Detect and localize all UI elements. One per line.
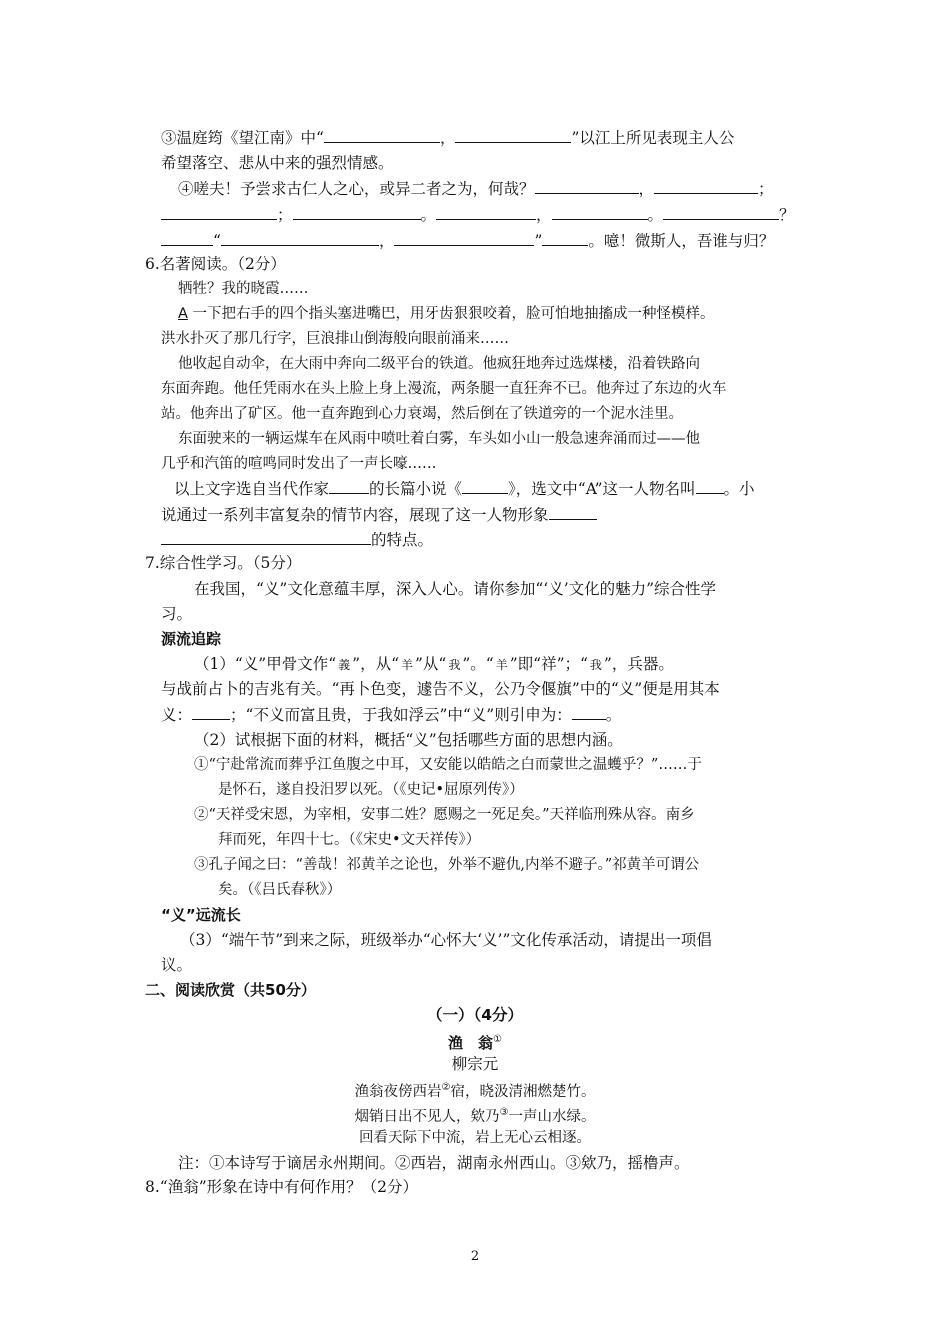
footnote-mark: ① xyxy=(493,1034,502,1045)
q7-intro-line1: 在我国，“义”文化意蕴丰厚，深入人心。请你参加“‘义’文化的魅力”综合性学 xyxy=(194,580,717,598)
page-number: 2 xyxy=(470,1249,480,1264)
q7-s3-line2: 议。 xyxy=(161,956,193,974)
footnote-mark: ③ xyxy=(499,1107,509,1118)
blank[interactable] xyxy=(436,205,536,220)
blank[interactable] xyxy=(329,479,369,494)
q6-label-a: A xyxy=(178,306,188,322)
q7-s1-line1 xyxy=(194,654,674,675)
q7-m2-line2: 拜而死，年四十七。（《宋史•文天祥传》） xyxy=(218,832,481,848)
q5-item3-text-d: 希望落空、悲从中来的强烈情感。 xyxy=(161,154,394,172)
blank[interactable] xyxy=(394,231,534,246)
blank[interactable] xyxy=(161,205,277,220)
q7-s1-text: ”从“ xyxy=(415,655,447,673)
oracle-glyph-yang: 羊 xyxy=(495,658,508,672)
q7-s1-text: 。 xyxy=(605,706,622,724)
q5-sep: ， xyxy=(378,232,395,250)
oracle-glyph-yang: 羊 xyxy=(400,658,413,672)
q6-p4-line1: 东面驶来的一辆运煤车在风雨中喷吐着白雾，车头如小山一般急速奔涌而过——他 xyxy=(178,431,700,447)
q6-ask-text: 。小 xyxy=(723,480,755,498)
q5-item4-line2 xyxy=(161,205,795,225)
poem-text: 烟销日出不见人，欸乃 xyxy=(354,1108,500,1125)
blank[interactable] xyxy=(192,705,230,720)
q7-m1-line2: 是怀石，遂自投汨罗以死。（《史记•屈原列传》） xyxy=(218,782,524,798)
q7-m1-line1: ①“宁赴常流而葬乎江鱼腹之中耳，又安能以皓皓之白而蒙世之温蠖乎？”……于 xyxy=(194,757,702,773)
blank[interactable] xyxy=(535,179,639,194)
q5-item4-end: 。噫！微斯人，吾谁与归？ xyxy=(588,232,775,250)
blank[interactable] xyxy=(221,231,379,246)
blank[interactable] xyxy=(654,179,758,194)
q5-item4-text-a: ④嗟夫！予尝求古仁人之心，或异二者之为，何哉？ xyxy=(178,180,535,198)
q5-item3-text-a: ③温庭筠《望江南》中“ xyxy=(161,129,324,147)
q7-s1-text: （1）“义”甲骨文作“ xyxy=(194,655,337,673)
q6-p2-line2: 洪水扑灭了那几行字，巨浪排山倒海般向眼前涌来…… xyxy=(161,331,509,347)
q7-intro-line2: 习。 xyxy=(161,605,193,623)
q7-heading-legacy: “义”远流长 xyxy=(161,906,241,924)
q7-s1-line3 xyxy=(161,705,621,725)
q5-quote: ” xyxy=(534,232,543,250)
q8-title: 8.“渔翁”形象在诗中有何作用？（2分） xyxy=(145,1178,418,1196)
q6-p2-text: 一下把右手的四个指头塞进嘴巴，用牙齿狠狠咬着，脸可怕地抽搐成一种怪模样。 xyxy=(192,306,715,322)
q6-title: 6.名著阅读。（2分） xyxy=(145,255,286,273)
q6-ask-text: 的长篇小说《 xyxy=(369,480,463,498)
q7-s1-text: ”即“祥”；“ xyxy=(509,655,588,673)
q5-sep: 。 xyxy=(420,206,437,224)
q7-s1-line2: 与战前占卜的吉兆有关。“再卜色变，遽告不义，公乃令偃旗”中的“义”便是用其本 xyxy=(161,680,720,698)
q5-item3-line1 xyxy=(161,128,734,148)
blank[interactable] xyxy=(161,231,213,246)
poem-text: 宿，晓汲清湘燃楚竹。 xyxy=(450,1083,596,1100)
q6-ask-text: 以上文字选自当代作家 xyxy=(174,480,330,498)
q6-ask-line3 xyxy=(161,530,433,550)
poem-text: 一声山水绿。 xyxy=(508,1108,596,1125)
blank[interactable] xyxy=(293,205,421,220)
q5-sep: ？ xyxy=(779,206,795,224)
blank[interactable] xyxy=(161,530,371,545)
section2-title: 二、阅读欣赏（共50分） xyxy=(145,981,316,999)
q5-sep: ； xyxy=(277,206,293,224)
q6-ask-text: 说通过一系列丰富复杂的情节内容，展现了这一人物形象 xyxy=(161,506,549,524)
q5-item3-text-c: ”以江上所见表现主人公 xyxy=(571,129,735,147)
poem-title xyxy=(0,1030,950,1053)
poem-author: 柳宗元 xyxy=(451,1055,499,1073)
poem-line-2 xyxy=(0,1103,950,1127)
q5-item4-line1 xyxy=(178,179,774,199)
q6-ask-line1 xyxy=(174,479,755,499)
blank[interactable] xyxy=(542,231,588,246)
q7-s1-text: ”，兵器。 xyxy=(603,655,674,673)
oracle-glyph-yi: 義 xyxy=(338,658,351,672)
poem-line-1 xyxy=(0,1078,950,1102)
blank[interactable] xyxy=(549,505,597,520)
q5-sep: 。 xyxy=(647,206,664,224)
q6-p2-line1 xyxy=(178,304,715,324)
q7-heading-origin: 源流追踪 xyxy=(161,630,222,648)
blank[interactable] xyxy=(552,205,648,220)
blank[interactable] xyxy=(324,128,440,143)
q7-m3-line2: 矣。（《吕氏春秋》） xyxy=(218,882,342,898)
q7-s1-text: ”。“ xyxy=(462,655,494,673)
q7-title: 7.综合性学习。（5分） xyxy=(145,554,302,572)
q7-m2-line1: ②“天祥受宋恩，为宰相，安事二姓？愿赐之一死足矣。”天祥临刑殊从容。南乡 xyxy=(194,807,695,823)
q7-s1-text: 义： xyxy=(161,706,193,724)
oracle-glyph-wo: 我 xyxy=(448,658,461,672)
blank[interactable] xyxy=(462,479,508,494)
poem-note: 注：①本诗写于谪居永州期间。②西岩，湖南永州西山。③欸乃，摇橹声。 xyxy=(178,1154,690,1172)
q5-quote: “ xyxy=(213,232,221,250)
poem-line-3: 回看天际下中流，岩上无心云相逐。 xyxy=(359,1130,591,1146)
q5-sep: ； xyxy=(758,180,774,198)
q5-item3-line2 xyxy=(161,153,394,173)
blank[interactable] xyxy=(696,479,724,494)
q6-p1: 牺牲？我的晓霞…… xyxy=(178,281,309,297)
q6-ask-text: 》，选文中“A”这一人物名叫 xyxy=(508,480,696,498)
q6-p3-line3: 站。他奔出了矿区。他一直奔跑到心力衰竭，然后倒在了铁道旁的一个泥水洼里。 xyxy=(161,406,683,422)
blank[interactable] xyxy=(663,205,779,220)
section2-part-title: （一）（4分） xyxy=(426,1006,524,1024)
q5-sep: ， xyxy=(536,206,552,224)
q6-p3-line1: 他收起自动伞，在大雨中奔向二级平台的铁道。他疯狂地奔过选煤楼，沿着铁路向 xyxy=(178,356,700,372)
blank[interactable] xyxy=(572,705,606,720)
q6-p3-line2: 东面奔跑。他任凭雨水在头上脸上身上漫流，两条腿一直狂奔不已。他奔过了东边的火车 xyxy=(161,381,727,397)
q6-p4-line2: 几乎和汽笛的喧鸣同时发出了一声长嚎…… xyxy=(161,456,437,472)
q5-item4-line3 xyxy=(161,231,774,251)
oracle-glyph-wo: 我 xyxy=(589,658,602,672)
q7-m3-line1: ③孔子闻之曰：“善哉！祁黄羊之论也，外举不避仇,内举不避子。”祁黄羊可谓公 xyxy=(194,857,700,873)
q7-s1-text: ”，从“ xyxy=(352,655,399,673)
q6-ask-text: 的特点。 xyxy=(371,531,434,549)
q6-ask-line2 xyxy=(161,505,597,525)
q5-sep: ， xyxy=(638,180,655,198)
q5-sep: ， xyxy=(439,129,456,147)
poem-title-text: 渔 翁 xyxy=(448,1034,494,1053)
q7-s3-line1: （3）“端午节”到来之际，班级举办“心怀大‘义’”文化传承活动，请提出一项倡 xyxy=(180,931,712,949)
poem-text: 渔翁夜傍西岩 xyxy=(354,1083,442,1100)
q7-s1-text: ；“不义而富且贵，于我如浮云”中“义”则引申为： xyxy=(230,706,572,724)
footnote-mark: ② xyxy=(441,1082,451,1093)
q7-s2: （2）试根据下面的材料，概括“义”包括哪些方面的思想内涵。 xyxy=(194,731,623,749)
blank[interactable] xyxy=(455,128,571,143)
